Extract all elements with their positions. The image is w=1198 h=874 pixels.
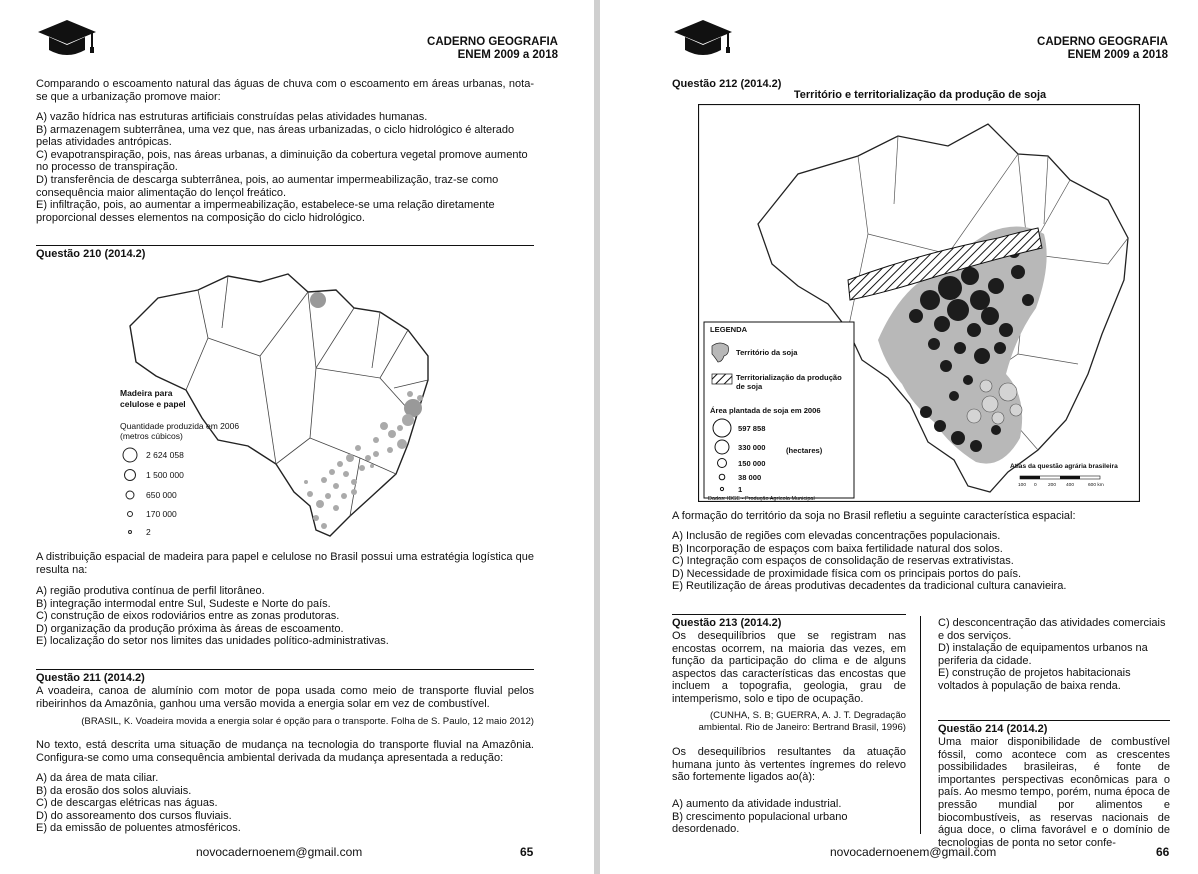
atlas-label: Atlas da questão agrária brasileira [1010, 463, 1118, 470]
footer-email[interactable]: novocadernoenem@gmail.com [830, 845, 997, 859]
question-214-text: Uma maior disponibilidade de combustível fóssil, como acontece com as crescentes possibilidades brasileiras, é fonte de importantes perspectivas econômicas para o país. Ao mesmo tempo, porém, numa época de pressão mundial por alimentos e biocombustíveis, as reservas nacionais de água doce, o clima favorável e o domínio de tecnologias de ponta no setor confe- [938, 736, 1170, 849]
soy-legend-circle-1 [713, 419, 731, 437]
map210-legend-entry-2: 1 500 000 [146, 470, 184, 480]
header-title-line2: ENEM 2009 a 2018 [1067, 49, 1168, 61]
legend-circle-1 [123, 448, 137, 462]
question-214-title: Questão 214 (2014.2) [938, 723, 1048, 735]
question-211-text: A voadeira, canoa de alumínio com motor de popa usada como meio de transporte fluvial pelos ribeirinhos da Amazônia, ganhou uma versão movida a energia solar em vez de combustível. [36, 685, 534, 710]
map212-legend-area-title: Área plantada de soja em 2006 [710, 406, 821, 415]
page-66 [600, 0, 1198, 874]
soy-territory-map [698, 104, 1140, 502]
question-210-stem: A distribuição espacial de madeira para papel e celulose no Brasil possui uma estratégia logística que resulta na: [36, 551, 534, 576]
intro-option-a: A) vazão hídrica nas estruturas artificiais construídas pelas atividades humanas. [36, 111, 428, 123]
q210-option-c: C) construção de eixos rodoviários entre as zonas produtoras. [36, 610, 340, 623]
section-divider [672, 614, 906, 615]
soy-legend-circle-2 [715, 440, 729, 454]
map212-legend-unit: (hectares) [786, 446, 823, 455]
map210-legend-subtitle-2: (metros cúbicos) [120, 431, 183, 441]
section-divider [36, 669, 534, 670]
soy-legend-circle-5 [720, 487, 723, 490]
question-210-options [36, 585, 536, 648]
map212-legend-entry-2: 330 000 [738, 443, 766, 452]
q211-option-b: B) da erosão dos solos aluviais. [36, 784, 192, 797]
map212-legend-entry-1: 597 858 [738, 424, 766, 433]
q210-option-b: B) integração intermodal entre Sul, Sudeste e Norte do país. [36, 597, 331, 610]
footer-email[interactable]: novocadernoenem@gmail.com [196, 845, 363, 859]
map212-legend-entry-5: 1 [738, 485, 743, 494]
intro-options [36, 111, 536, 224]
q211-option-a: A) da área de mata ciliar. [36, 772, 159, 784]
scale-label-1: 100 [1018, 483, 1027, 488]
question-212-title: Questão 212 (2014.2) [672, 78, 782, 90]
scale-label-5: 600 km [1088, 483, 1104, 488]
question-211-reference: (BRASIL, K. Voadeira movida a energia solar é opção para o transporte. Folha de S. Paulo, 12 maio 2012) [81, 716, 534, 727]
wood-pulp-map [110, 268, 450, 544]
legend-circle-4 [128, 512, 133, 517]
question-211-options [36, 772, 536, 835]
graduation-cap-icon [672, 18, 734, 60]
territorialization-symbol [712, 374, 732, 384]
map210-legend-subtitle-1: Quantidade produzida em 2006 [120, 421, 240, 431]
q213-option-b: B) crescimento populacional urbano desordenado. [672, 810, 848, 836]
q213-option-e: E) construção de projetos habitacionais voltados à população de baixa renda. [938, 667, 1131, 692]
map210-legend-entry-3: 650 000 [146, 490, 177, 500]
intro-option-c: C) evapotranspiração, pois, nas áreas urbanas, a diminuição da cobertura vegetal promove aumento no processo de transpiração. [36, 148, 528, 174]
question-213-reference: (CUNHA, S. B; GUERRA, A. J. T. Degradação ambiental. Rio de Janeiro: Bertrand Brasil, 1996) [698, 710, 906, 733]
q212-option-a: A) Inclusão de regiões com elevadas concentrações populacionais. [672, 530, 1001, 542]
q210-option-d: D) organização da produção próxima às áreas de escoamento. [36, 622, 344, 635]
question-213-title: Questão 213 (2014.2) [672, 617, 782, 629]
map212-legend-territorialization-1: Territorialização da produção [736, 373, 842, 382]
scale-label-4: 400 [1066, 483, 1075, 488]
page-number: 66 [1156, 845, 1170, 859]
soy-legend-circle-4 [719, 474, 725, 480]
q212-option-e: E) Reutilização de áreas produtivas decadentes da tradicional cultura canavieira. [672, 580, 1067, 593]
intro-question: Comparando o escoamento natural das águas de chuva com o escoamento em áreas urbanas, nota-se que a urbanização promove maior: [36, 78, 534, 103]
section-divider [36, 245, 534, 246]
map212-legend-entry-4: 38 000 [738, 473, 762, 482]
map210-legend-title-1: Madeira para [120, 388, 173, 398]
graduation-cap-icon [36, 18, 98, 60]
q212-option-b: B) Incorporação de espaços com baixa fertilidade natural dos solos. [672, 542, 1003, 555]
question-212-stem: A formação do território da soja no Brasil refletiu a seguinte característica espacial: [672, 510, 1076, 522]
q213-option-c: C) desconcentração das atividades comerciais e dos serviços. [938, 617, 1166, 642]
map210-legend-entry-4: 170 000 [146, 509, 177, 519]
scale-label-3: 200 [1048, 483, 1057, 488]
intro-option-e: E) infiltração, pois, ao aumentar a impermeabilização, estabelece-se uma relação diretamente proporcional desses elementos na composição do ciclo hidrológico. [36, 199, 495, 224]
scale-label-2: 0 [1034, 483, 1037, 488]
q211-option-c: C) de descargas elétricas nas águas. [36, 797, 218, 810]
map210-legend-entry-1: 2 624 058 [146, 450, 184, 460]
intro-option-d: D) transferência de descarga subterrânea, pois, ao aumentar impermeabilização, traz-se como consequência maior alimentação do lençol freático. [36, 173, 499, 199]
q212-option-d: D) Necessidade de proximidade física com os principais portos do país. [672, 567, 1022, 580]
q213-option-d: D) instalação de equipamentos urbanos na periferia da cidade. [938, 642, 1148, 667]
page-65 [0, 0, 594, 874]
q211-option-e: E) da emissão de poluentes atmosféricos. [36, 822, 241, 835]
header-title-line1: CADERNO GEOGRAFIA [1037, 36, 1168, 48]
header-title-line2: ENEM 2009 a 2018 [457, 49, 558, 61]
map212-legend-territorialization-2: de soja [736, 382, 763, 391]
section-divider [938, 720, 1170, 721]
map210-legend-title-2: celulose e papel [120, 399, 186, 409]
header-title-line1: CADERNO GEOGRAFIA [427, 36, 558, 48]
map212-title: Território e territorialização da produção de soja [793, 89, 1047, 101]
question-213-options-col2 [938, 617, 1170, 693]
question-212-options [672, 530, 1172, 593]
scale-bar [1020, 476, 1100, 479]
column-divider [920, 616, 921, 834]
soy-legend-circle-3 [718, 459, 727, 468]
header-title [380, 36, 558, 62]
legend-circle-2 [125, 470, 136, 481]
header-title [990, 36, 1168, 62]
page-number: 65 [520, 845, 534, 859]
map212-legend-territory: Território da soja [736, 348, 798, 357]
question-213-text: Os desequilíbrios que se registram nas encostas ocorrem, na maioria das vezes, em função da participação do clima e de alguns aspectos das características das encostas que incluem a topografia, geologia, grau de intemperismo, solo e tipo de ocupação. [672, 630, 906, 705]
legend-circle-5 [129, 531, 132, 534]
map212-legend-heading: LEGENDA [710, 325, 748, 334]
question-213-options-col1 [672, 798, 906, 836]
question-211-title: Questão 211 (2014.2) [36, 672, 145, 684]
q212-option-c: C) Integração com espaços de consolidação de reservas extrativistas. [672, 555, 1014, 568]
question-211-stem: No texto, está descrita uma situação de mudança na tecnologia do transporte fluvial na Amazônia. Configura-se como uma consequência ambiental derivada da mudança apresentada a redução: [36, 739, 534, 764]
map210-legend-entry-5: 2 [146, 527, 151, 537]
q211-option-d: D) do assoreamento dos cursos fluviais. [36, 809, 232, 822]
question-210-title: Questão 210 (2014.2) [36, 248, 146, 260]
map212-source: Dados: IBGE - Produção Agrícola Municipal [708, 496, 815, 502]
question-213-stem: Os desequilíbrios resultantes da atuação humana junto às vertentes íngremes do relevo são fortemente ligados ao(à): [672, 746, 906, 784]
map212-legend-entry-3: 150 000 [738, 459, 766, 468]
q210-option-a: A) região produtiva contínua de perfil litorâneo. [36, 585, 265, 597]
legend-circle-3 [126, 491, 134, 499]
intro-option-b: B) armazenagem subterrânea, uma vez que, nas áreas urbanizadas, o ciclo hidrológico é alterado pelas atividades antrópicas. [36, 123, 515, 149]
q210-option-e: E) localização do setor nos limites das unidades político-administrativas. [36, 635, 389, 648]
q213-option-a: A) aumento da atividade industrial. [672, 798, 842, 810]
